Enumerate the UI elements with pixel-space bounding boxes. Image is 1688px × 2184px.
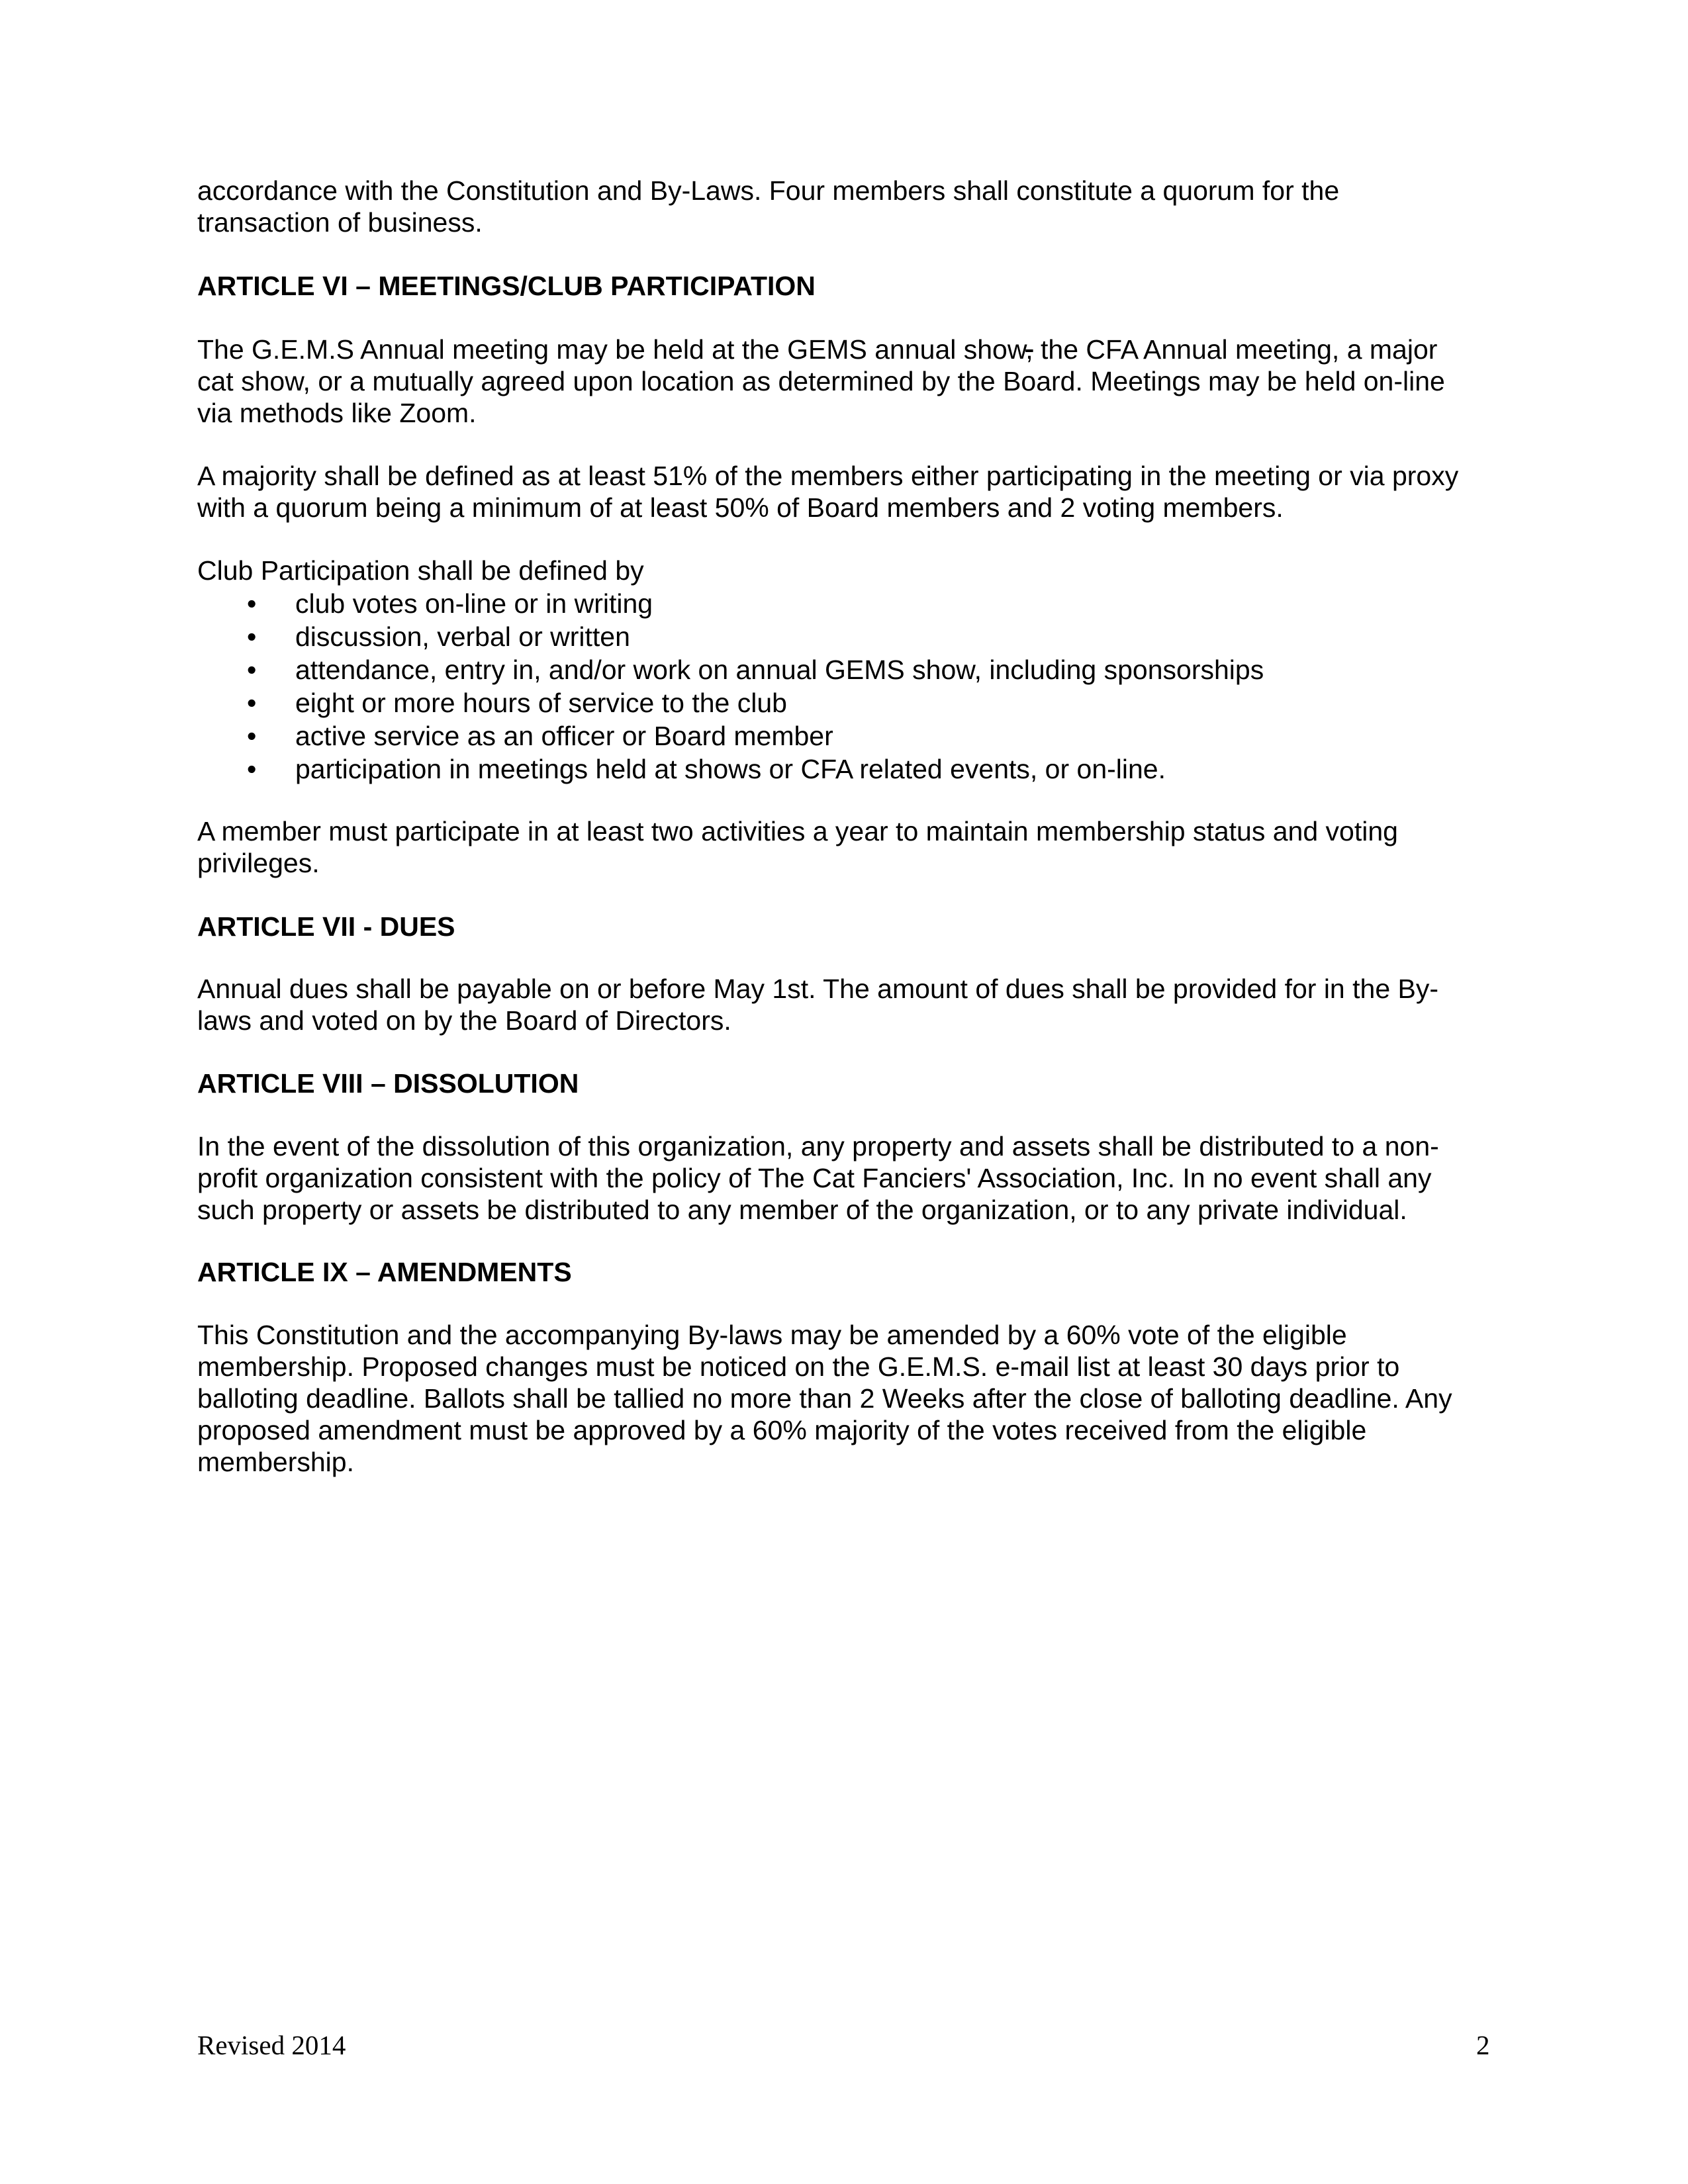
text-line: A majority shall be defined as at least 51% of the members either participating in the meeting or via proxy (197, 461, 1459, 491)
list-item-text: eight or more hours of service to the club (295, 688, 787, 718)
list-item-text: discussion, verbal or written (295, 621, 630, 652)
footer-revision: Revised 2014 (197, 2030, 346, 2060)
text-line: A member must participate in at least two activities a year to maintain membership status and voting (197, 816, 1398, 846)
text-line: with a quorum being a minimum of at least 50% of Board members and 2 voting members. (197, 492, 1284, 523)
article-7-paragraph (197, 973, 1495, 1036)
text-line: profit organization consistent with the policy of The Cat Fanciers' Association, Inc. In no event shall any (197, 1163, 1432, 1193)
list-item-text: attendance, entry in, and/or work on annual GEMS show, including sponsorships (295, 655, 1264, 685)
deleted-comma: , (1025, 334, 1033, 365)
bullet-icon: • (247, 721, 257, 751)
text-line: transaction of business. (197, 207, 483, 238)
text-line: membership. Proposed changes must be noticed on the G.E.M.S. e-mail list at least 30 days prior to (197, 1351, 1400, 1382)
article-6-paragraph-2 (197, 460, 1495, 523)
text-line: such property or assets be distributed to any member of the organization, or to any private individual. (197, 1195, 1407, 1225)
text-line: privileges. (197, 848, 320, 878)
text-line (197, 334, 1495, 365)
list-item-text: participation in meetings held at shows or CFA related events, or on-line. (295, 754, 1166, 784)
text-line: via methods like Zoom. (197, 398, 477, 428)
text-line: accordance with the Constitution and By-Laws. Four members shall constitute a quorum for the (197, 175, 1340, 206)
list-item-text: club votes on-line or in writing (295, 588, 653, 619)
bullet-icon: • (247, 621, 257, 652)
list-intro: Club Participation shall be defined by (197, 555, 644, 586)
bullet-icon: • (247, 688, 257, 718)
article-8-paragraph (197, 1130, 1495, 1226)
text-line: This Constitution and the accompanying By-laws may be amended by a 60% vote of the eligible (197, 1320, 1347, 1350)
article-6-paragraph-3 (197, 815, 1495, 879)
text-segment: The G.E.M.S Annual meeting may be held at the GEMS annual show (197, 334, 1026, 365)
text-line: laws and voted on by the Board of Directors. (197, 1005, 731, 1036)
text-line: cat show, or a mutually agreed upon location as determined by the Board. Meetings may be held on-line (197, 366, 1445, 396)
bullet-icon: • (247, 655, 257, 685)
article-9-heading: ARTICLE IX – AMENDMENTS (197, 1257, 572, 1287)
article-6-heading: ARTICLE VI – MEETINGS/CLUB PARTICIPATION (197, 271, 816, 301)
footer-page-number: 2 (1476, 2030, 1490, 2060)
bullet-icon: • (247, 754, 257, 784)
text-line: balloting deadline. Ballots shall be tallied no more than 2 Weeks after the close of balloting deadline. Any (197, 1383, 1452, 1414)
article-8-heading: ARTICLE VIII – DISSOLUTION (197, 1068, 579, 1099)
text-line: Annual dues shall be payable on or before May 1st. The amount of dues shall be provided for in the By- (197, 974, 1439, 1004)
bullet-icon: • (247, 588, 257, 619)
text-line: membership. (197, 1447, 354, 1477)
article-7-heading: ARTICLE VII - DUES (197, 911, 455, 942)
article-9-paragraph (197, 1319, 1495, 1478)
text-segment: the CFA Annual meeting, a major (1033, 334, 1438, 365)
article-6-paragraph-1 (197, 334, 1495, 429)
intro-paragraph (197, 175, 1495, 238)
text-line: In the event of the dissolution of this organization, any property and assets shall be distributed to a non- (197, 1131, 1439, 1161)
list-item-text: active service as an officer or Board member (295, 721, 833, 751)
text-line: proposed amendment must be approved by a 60% majority of the votes received from the eligible (197, 1415, 1367, 1445)
